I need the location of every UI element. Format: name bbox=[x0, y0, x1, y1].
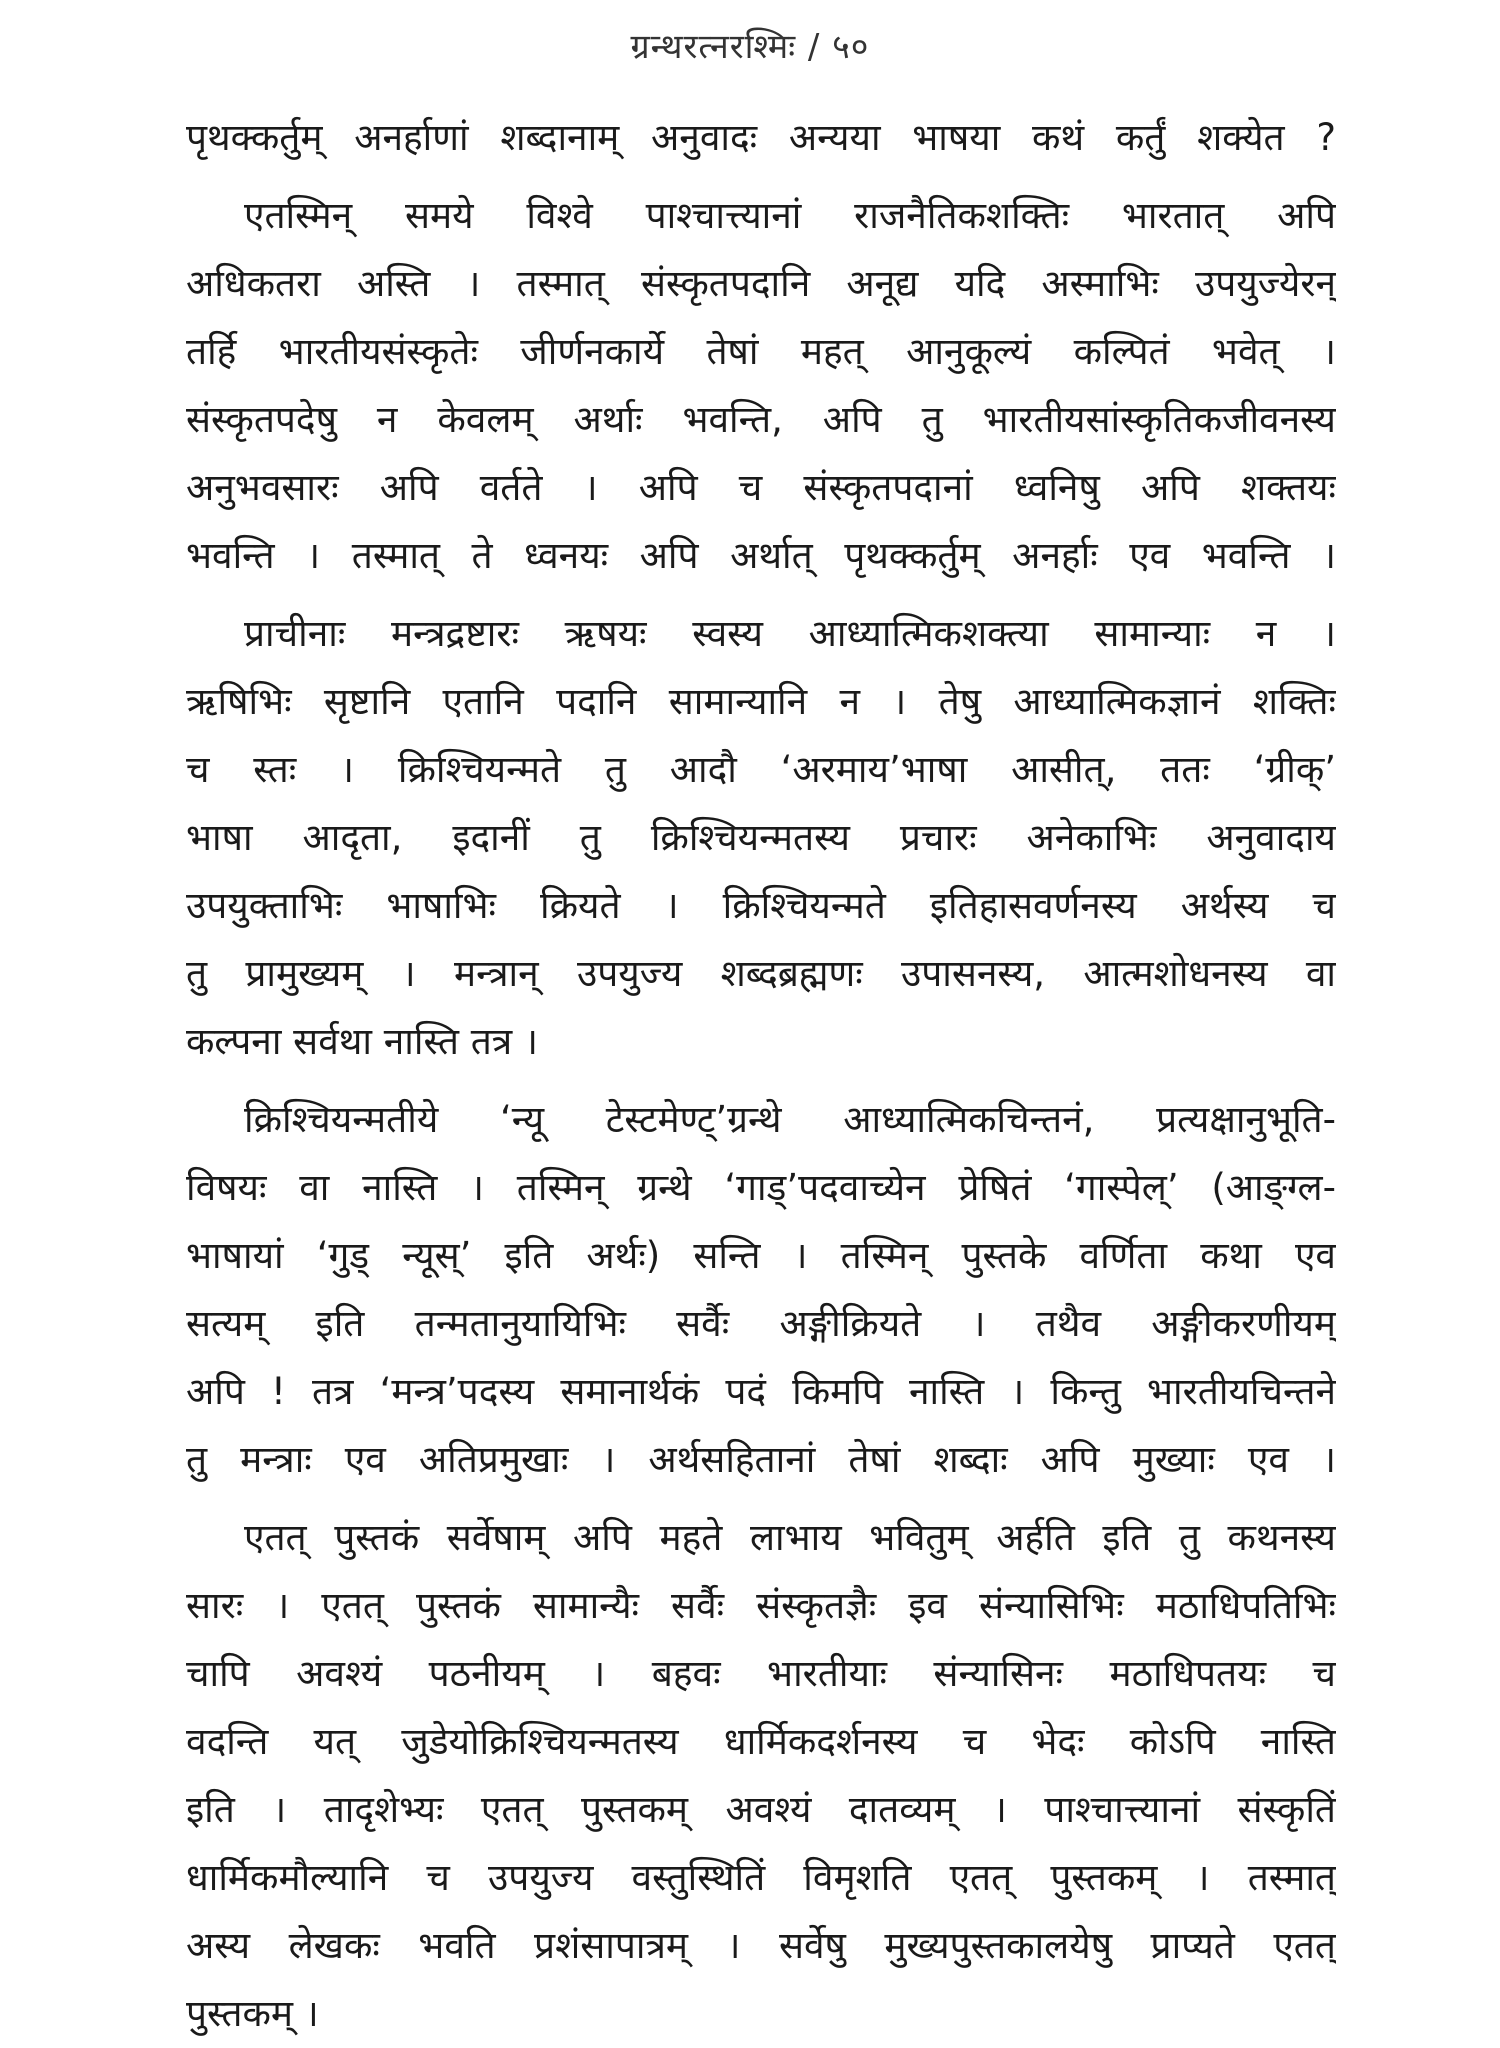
text-line: क्रिश्चियन्मतीये ‘न्यू टेस्टमेण्ट्’ग्रन्थे आध्यात्मिकचिन्तनं, प्रत्यक्षानुभूति- bbox=[244, 1098, 1336, 1141]
text-line: अनुभवसारः अपि वर्तते । अपि च संस्कृतपदानां ध्वनिषु अपि शक्तयः bbox=[186, 466, 1336, 509]
text-line: धार्मिकमौल्यानि च उपयुज्य वस्तुस्थितिं विमृशति एतत् पुस्तकम् । तस्मात् bbox=[186, 1856, 1336, 1899]
text-line: वदन्ति यत् जुडेयोक्रिश्चियन्मतस्य धार्मिकदर्शनस्य च भेदः कोऽपि नास्ति bbox=[186, 1720, 1336, 1763]
text-line: इति । तादृशेभ्यः एतत् पुस्तकम् अवश्यं दातव्यम् । पाश्चात्त्यानां संस्कृतिं bbox=[186, 1788, 1336, 1831]
text-line: एतत् पुस्तकं सर्वेषाम् अपि महते लाभाय भवितुम् अर्हति इति तु कथनस्य bbox=[244, 1516, 1336, 1559]
body-text bbox=[186, 104, 1336, 2048]
text-line: सत्यम् इति तन्मतानुयायिभिः सर्वैः अङ्गीक्रियते । तथैव अङ्गीकरणीयम् bbox=[186, 1302, 1336, 1345]
text-line: कल्पना सर्वथा नास्ति तत्र । bbox=[186, 1020, 538, 1063]
text-line: प्राचीनाः मन्त्रद्रष्टारः ऋषयः स्वस्य आध्यात्मिकशक्त्या सामान्याः न । bbox=[244, 612, 1336, 655]
text-line: उपयुक्ताभिः भाषाभिः क्रियते । क्रिश्चियन्मते इतिहासवर्णनस्य अर्थस्य च bbox=[186, 884, 1336, 927]
text-line: ऋषिभिः सृष्टानि एतानि पदानि सामान्यानि न । तेषु आध्यात्मिकज्ञानं शक्तिः bbox=[186, 680, 1336, 723]
text-line: भाषायां ‘गुड् न्यूस्’ इति अर्थः) सन्ति । तस्मिन् पुस्तके वर्णिता कथा एव bbox=[186, 1234, 1336, 1277]
text-line: संस्कृतपदेषु न केवलम् अर्थाः भवन्ति, अपि तु भारतीयसांस्कृतिकजीवनस्य bbox=[186, 398, 1336, 441]
text-line: विषयः वा नास्ति । तस्मिन् ग्रन्थे ‘गाड्’पदवाच्येन प्रेषितं ‘गास्पेल्’ (आङ्ग्ल- bbox=[186, 1166, 1336, 1209]
text-line: पृथक्कर्तुम् अनर्हाणां शब्दानाम् अनुवादः अन्यया भाषया कथं कर्तुं शक्येत ? bbox=[186, 116, 1336, 159]
text-line: पुस्तकम् । bbox=[186, 1992, 319, 2035]
text-line: तु मन्त्राः एव अतिप्रमुखाः । अर्थसहितानां तेषां शब्दाः अपि मुख्याः एव । bbox=[186, 1438, 1336, 1481]
text-line: अधिकतरा अस्ति । तस्मात् संस्कृतपदानि अनूद्य यदि अस्माभिः उपयुज्येरन् bbox=[186, 262, 1336, 305]
running-header: ग्रन्थरत्नरश्मिः / ५० bbox=[630, 27, 870, 67]
text-line: भाषा आदृता, इदानीं तु क्रिश्चियन्मतस्य प्रचारः अनेकाभिः अनुवादाय bbox=[186, 816, 1336, 859]
text-line: एतस्मिन् समये विश्वे पाश्चात्त्यानां राजनैतिकशक्तिः भारतात् अपि bbox=[244, 194, 1336, 237]
text-line: भवन्ति । तस्मात् ते ध्वनयः अपि अर्थात् पृथक्कर्तुम् अनर्हाः एव भवन्ति । bbox=[186, 534, 1336, 577]
text-line: अपि ! तत्र ‘मन्त्र’पदस्य समानार्थकं पदं किमपि नास्ति । किन्तु भारतीयचिन्तने bbox=[186, 1370, 1336, 1413]
text-line: च स्तः । क्रिश्चियन्मते तु आदौ ‘अरमाय’भाषा आसीत्, ततः ‘ग्रीक्’ bbox=[186, 748, 1336, 791]
text-line: चापि अवश्यं पठनीयम् । बहवः भारतीयाः संन्यासिनः मठाधिपतयः च bbox=[186, 1652, 1336, 1695]
text-line: तर्हि भारतीयसंस्कृतेः जीर्णनकार्ये तेषां महत् आनुकूल्यं कल्पितं भवेत् । bbox=[186, 330, 1336, 373]
text-line: तु प्रामुख्यम् । मन्त्रान् उपयुज्य शब्दब्रह्मणः उपासनस्य, आत्मशोधनस्य वा bbox=[186, 952, 1336, 995]
text-line: सारः । एतत् पुस्तकं सामान्यैः सर्वैः संस्कृतज्ञैः इव संन्यासिभिः मठाधिपतिभिः bbox=[186, 1584, 1336, 1627]
text-line: अस्य लेखकः भवति प्रशंसापात्रम् । सर्वेषु मुख्यपुस्तकालयेषु प्राप्यते एतत् bbox=[186, 1924, 1336, 1967]
